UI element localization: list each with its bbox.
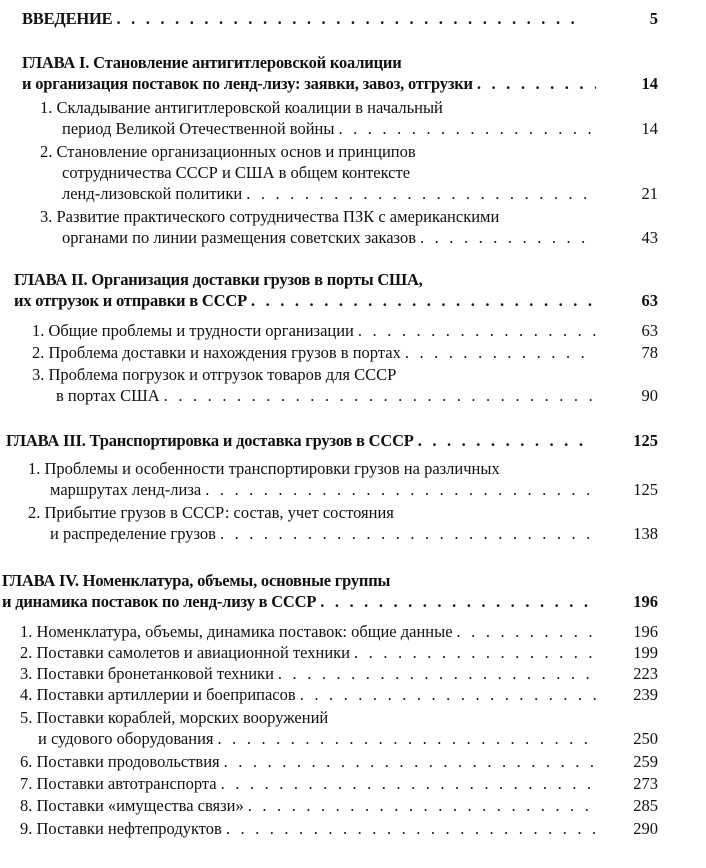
- toc-section-entry[interactable]: [0, 206, 706, 248]
- dot-leader: [164, 385, 596, 406]
- toc-entry-title: и динамика поставок по ленд-лизу в СССР: [2, 592, 317, 611]
- toc-entry-title: ВВЕДЕНИЕ: [22, 9, 113, 28]
- toc-section-entry[interactable]: [0, 342, 706, 363]
- dot-leader: [278, 663, 596, 684]
- toc-entry-title: органами по линии размещения советских заказов: [62, 228, 416, 247]
- toc-chapter-entry[interactable]: [0, 8, 706, 29]
- toc-entry-title: 1. Номенклатура, объемы, динамика поставок: общие данные: [20, 622, 453, 641]
- toc-page-number: 290: [633, 819, 658, 838]
- toc-section-entry[interactable]: [0, 502, 706, 544]
- toc-entry-title: 3. Проблема погрузок и отгрузок товаров для СССР: [32, 365, 397, 384]
- dot-leader: [248, 795, 596, 816]
- toc-page-number: 5: [649, 9, 658, 28]
- toc-entry-title: 6. Поставки продовольствия: [20, 752, 220, 771]
- toc-entry-title: ГЛАВА I. Становление антигитлеровской коалиции: [22, 53, 402, 72]
- dot-leader: [226, 818, 596, 839]
- toc-entry-title: 2. Проблема доставки и нахождения грузов в портах: [32, 343, 401, 362]
- toc-entry-title: 3. Поставки бронетанковой техники: [20, 664, 274, 683]
- toc-page-number: 138: [633, 524, 658, 543]
- dot-leader: [320, 591, 596, 612]
- toc-entry-title: 5. Поставки кораблей, морских вооружений: [20, 708, 329, 727]
- toc-entry-title: и судового оборудования: [38, 729, 214, 748]
- toc-chapter-entry[interactable]: [0, 570, 706, 612]
- dot-leader: [221, 773, 596, 794]
- toc-entry-title: 1. Проблемы и особенности транспортировки грузов на различных: [28, 459, 500, 478]
- toc-section-entry[interactable]: [0, 751, 706, 772]
- toc-section-entry[interactable]: [0, 97, 706, 139]
- dot-leader: [116, 8, 574, 29]
- toc-page-number: 43: [641, 228, 658, 247]
- toc-entry-title: 9. Поставки нефтепродуктов: [20, 819, 222, 838]
- toc-section-entry[interactable]: [0, 320, 706, 341]
- dot-leader: [405, 342, 596, 363]
- toc-page-number: 196: [633, 622, 658, 641]
- toc-entry-title: 2. Прибытие грузов в СССР: состав, учет состояния: [28, 503, 394, 522]
- toc-entry-title: 2. Становление организационных основ и принципов: [40, 142, 416, 161]
- toc-page-number: 199: [633, 643, 658, 662]
- toc-page-number: 285: [633, 796, 658, 815]
- toc-chapter-entry[interactable]: [0, 52, 706, 94]
- toc-page-number: 14: [641, 119, 658, 138]
- toc-section-entry[interactable]: [0, 818, 706, 839]
- toc-page-number: 78: [641, 343, 658, 362]
- toc-page-number: 223: [633, 664, 658, 683]
- toc-page-number: 125: [633, 431, 658, 450]
- toc-page-number: 14: [641, 74, 658, 93]
- toc-section-entry[interactable]: [0, 458, 706, 500]
- dot-leader: [338, 118, 596, 139]
- toc-entry-title: и распределение грузов: [50, 524, 216, 543]
- toc-entry-title: ГЛАВА IV. Номенклатура, объемы, основные группы: [2, 571, 391, 590]
- toc-section-entry[interactable]: [0, 795, 706, 816]
- toc-entry-title: ГЛАВА III. Транспортировка и доставка грузов в СССР: [6, 431, 414, 450]
- toc-entry-title: в портах США: [56, 386, 160, 405]
- dot-leader: [220, 523, 596, 544]
- toc-page-number: 239: [633, 685, 658, 704]
- dot-leader: [354, 642, 596, 663]
- toc-section-entry[interactable]: [0, 364, 706, 406]
- dot-leader: [477, 73, 596, 94]
- toc-chapter-entry[interactable]: [0, 430, 706, 451]
- dot-leader: [300, 684, 596, 705]
- toc-section-entry[interactable]: [0, 642, 706, 663]
- toc-page-number: 63: [641, 291, 658, 310]
- toc-entry-title: 2. Поставки самолетов и авиационной техники: [20, 643, 351, 662]
- toc-page-number: 273: [633, 774, 658, 793]
- toc-chapter-entry[interactable]: [0, 269, 706, 311]
- toc-entry-title: 1. Складывание антигитлеровской коалиции в начальный: [40, 98, 443, 117]
- toc-section-entry[interactable]: [0, 663, 706, 684]
- toc-entry-title: ленд-лизовской политики: [62, 184, 243, 203]
- dot-leader: [251, 290, 596, 311]
- dot-leader: [246, 183, 596, 204]
- toc-section-entry[interactable]: [0, 621, 706, 642]
- dot-leader: [218, 728, 596, 749]
- toc-section-entry[interactable]: [0, 773, 706, 794]
- dot-leader: [205, 479, 596, 500]
- dot-leader: [457, 621, 596, 642]
- toc-entry-title: 3. Развитие практического сотрудничества ПЗК с американскими: [40, 207, 500, 226]
- toc-page-number: 63: [641, 321, 658, 340]
- toc-entry-title: 8. Поставки «имущества связи»: [20, 796, 244, 815]
- dot-leader: [224, 751, 596, 772]
- toc-entry-title: период Великой Отечественной войны: [62, 119, 335, 138]
- toc-page-number: 259: [633, 752, 658, 771]
- toc-entry-title: 4. Поставки артиллерии и боеприпасов: [20, 685, 296, 704]
- toc-entry-title: их отгрузок и отправки в СССР: [14, 291, 247, 310]
- dot-leader: [420, 227, 596, 248]
- toc-section-entry[interactable]: [0, 141, 706, 204]
- toc-entry-title: 1. Общие проблемы и трудности организации: [32, 321, 354, 340]
- dot-leader: [418, 430, 584, 451]
- toc-page-number: 21: [641, 184, 658, 203]
- toc-page-number: 90: [641, 386, 658, 405]
- toc-entry-title: 7. Поставки автотранспорта: [20, 774, 217, 793]
- toc-page-number: 196: [633, 592, 658, 611]
- toc-entry-title: ГЛАВА II. Организация доставки грузов в порты США,: [14, 270, 423, 289]
- toc-page-number: 250: [633, 729, 658, 748]
- toc-section-entry[interactable]: [0, 707, 706, 749]
- toc-entry-title: и организация поставок по ленд-лизу: заявки, завоз, отгрузки: [22, 74, 473, 93]
- toc-entry-title: сотрудничества СССР и США в общем контексте: [62, 163, 411, 182]
- toc-entry-title: маршрутах ленд-лиза: [50, 480, 202, 499]
- toc-page-number: 125: [633, 480, 658, 499]
- toc-section-entry[interactable]: [0, 684, 706, 705]
- dot-leader: [358, 320, 596, 341]
